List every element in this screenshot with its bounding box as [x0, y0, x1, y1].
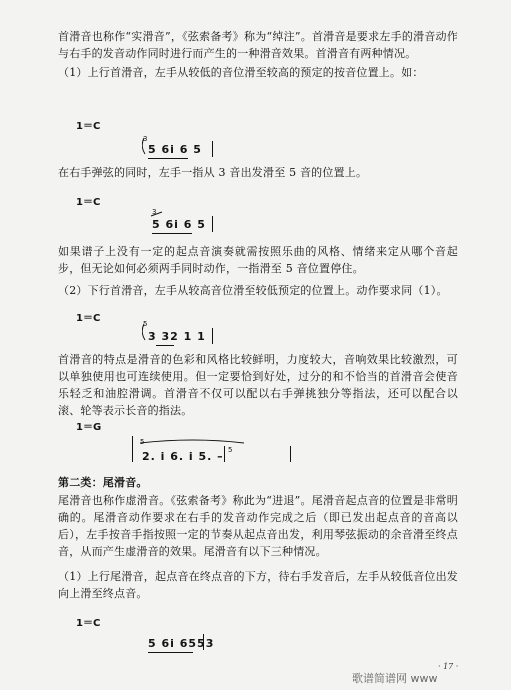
key-signature-5: 1＝C — [76, 618, 101, 629]
underline-3 — [156, 345, 174, 346]
paragraph-intro: 首滑音也称作“实滑音”，《弦索备考》称为“绰注”。首滑音是要求左手的滑音动作与右手的发音动作同时进行而产生的一种滑音效果。首滑音有两种情况。 — [58, 30, 458, 60]
grace-note-2: 3 — [152, 208, 157, 216]
notation-line-3: 3 32 1 1 — [148, 330, 206, 343]
key-signature-1: 1＝C — [76, 121, 101, 132]
site-watermark: 歌谱简谱网 www — [352, 672, 438, 685]
barline-5 — [203, 634, 204, 650]
paragraph-downward-head-slide: （2）下行首滑音，左手从较高音位滑至较低预定的位置上。动作要求同（1）。 — [58, 284, 448, 297]
underline-1 — [148, 158, 188, 159]
key-signature-2: 1＝C — [76, 197, 101, 208]
notation-line-1: 5 6i 6 5 — [148, 143, 202, 156]
grace-note-1: 3 — [143, 135, 148, 143]
section-heading-tail-slide: 第二类：尾滑音。 — [58, 476, 148, 489]
underline-5 — [148, 652, 193, 653]
barline-4b — [224, 446, 225, 462]
key-signature-4: 1＝G — [76, 422, 102, 433]
notation-line-4: 2. i 6. i 5. – — [142, 450, 224, 463]
notation-line-5: 5 6i 6553 — [148, 637, 215, 650]
barline-4a — [132, 436, 133, 462]
barline-4c — [290, 446, 291, 462]
paragraph-tail-slide: 尾滑音也称作虚滑音。《弦索备考》称此为“进退”。尾滑音起点音的位置是非常明确的。尾滑音动作要求在右手的发音动作完成之后（即已发出起点音的音高以后），左手按音手指按照一定的节奏从起点音出发，利用琴弦振动的余音滑至终点音，从而产生虚滑音的效果。尾滑音有以下三种情况。 — [58, 494, 458, 558]
paragraph-no-start-note: 如果谱子上没有一定的起点音演奏就需按照乐曲的风格、情绪来定从哪个音起步，但无论如何必须两手同时动作，一指滑至 5 音位置停住。 — [58, 245, 458, 275]
paragraph-explanation-1: 在右手弹弦的同时，左手一指从 3 音出发滑至 5 音的位置上。 — [58, 166, 368, 179]
grace-note-4: 5 — [140, 438, 145, 446]
paragraph-characteristics: 首滑音的特点是滑音的色彩和风格比较鲜明，力度较大，音响效果比较激烈，可以单独使用也可连续使用。但一定要恰到好处，过分的和不恰当的首滑音会使音乐轻乏和油腔滑调。首滑音不仅可以配以右手弹挑独分等指法，还可以配合以滚、轮等表示长音的指法。 — [58, 353, 458, 417]
notation-line-2: 5 6i 6 5 — [152, 218, 206, 231]
page-number: · 17 · — [438, 662, 459, 671]
underline-2 — [152, 233, 192, 234]
barline-1 — [212, 141, 213, 157]
barline-2 — [212, 216, 213, 232]
paragraph-upward-tail-slide: （1）上行尾滑音，起点音在终点音的下方，待右手发音后，左手从较低音位出发向上滑至终点音。 — [58, 570, 458, 600]
grace-note-5: 5 — [228, 446, 233, 454]
key-signature-3: 1＝C — [76, 313, 101, 324]
grace-note-3: 5 — [143, 320, 148, 328]
paragraph-upward-head-slide: （1）上行首滑音，左手从较低的音位滑至较高的预定的按音位置上。如： — [58, 66, 424, 79]
barline-3 — [212, 328, 213, 344]
